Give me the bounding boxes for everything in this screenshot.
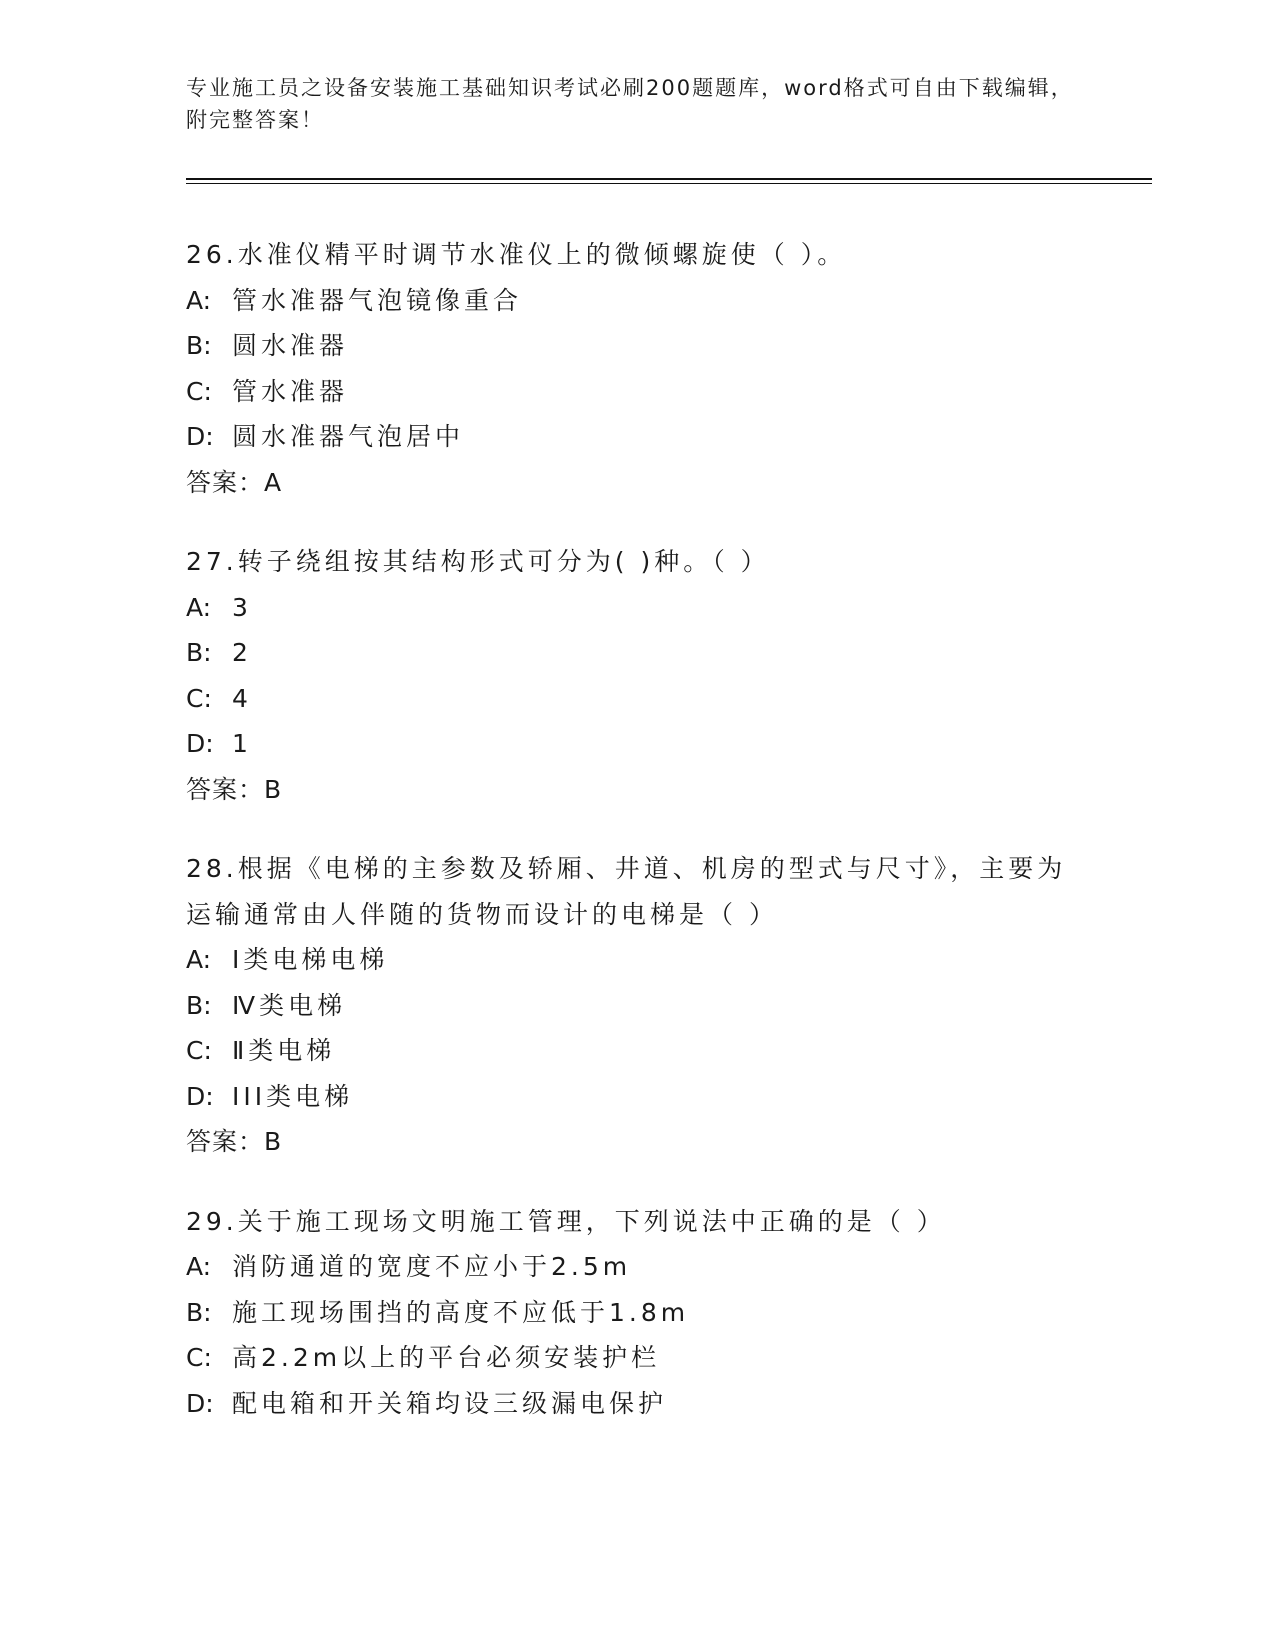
header-divider — [186, 178, 1152, 180]
option-c — [186, 676, 1086, 722]
option-letter: D: — [186, 1081, 214, 1111]
question-text: 27.转子绕组按其结构形式可分为( )种。（ ） — [186, 547, 770, 576]
option-letter: D: — [186, 1388, 214, 1418]
option-c — [186, 369, 1086, 415]
question-27 — [186, 539, 1086, 812]
question-text: 29.关于施工现场文明施工管理，下列说法中正确的是（ ） — [186, 1206, 946, 1236]
option-text: 圆水准器气泡居中 — [232, 422, 465, 451]
option-text: 配电箱和开关箱均设三级漏电保护 — [232, 1388, 668, 1418]
option-letter: C: — [186, 1036, 212, 1065]
header-divider-thin — [186, 183, 1152, 184]
option-text: 1 — [232, 729, 252, 758]
option-b — [186, 630, 1086, 676]
option-text: 管水准器气泡镜像重合 — [232, 285, 523, 315]
question-26 — [186, 232, 1086, 505]
option-c — [186, 1335, 1086, 1381]
question-text: 26.水准仪精平时调节水准仪上的微倾螺旋使（ ）。 — [186, 240, 847, 269]
option-a — [186, 1244, 1086, 1290]
option-letter: A: — [186, 592, 212, 622]
option-text: 4 — [232, 683, 252, 713]
option-a — [186, 585, 1086, 631]
document-header: 专业施工员之设备安装施工基础知识考试必刷200题题库，word格式可自由下载编辑，附完整答案！ — [186, 76, 1074, 132]
option-a — [186, 278, 1086, 324]
option-a — [186, 937, 1086, 983]
option-text: 圆水准器 — [232, 331, 349, 360]
answer-line: 答案：B — [186, 1127, 283, 1156]
option-text: 消防通道的宽度不应小于2.5m — [232, 1252, 632, 1281]
option-d — [186, 1074, 1086, 1120]
answer-line: 答案：B — [186, 774, 283, 804]
option-b — [186, 983, 1086, 1029]
option-text: Ⅰ类电梯电梯 — [232, 945, 389, 974]
question-text: 28.根据《电梯的主参数及轿厢、井道、机房的型式与尺寸》，主要为运输通常由人伴随的货物而设计的电梯是（ ） — [186, 854, 1067, 929]
question-28 — [186, 846, 1086, 1165]
option-text: Ⅳ类电梯 — [232, 990, 347, 1020]
option-letter: B: — [186, 1297, 212, 1327]
answer-line: 答案：A — [186, 467, 283, 497]
option-letter: A: — [186, 285, 212, 315]
option-letter: C: — [186, 376, 212, 406]
option-letter: C: — [186, 683, 212, 713]
option-b — [186, 323, 1086, 369]
option-text: III类电梯 — [232, 1081, 354, 1111]
option-text: 3 — [232, 592, 252, 622]
option-c — [186, 1028, 1086, 1074]
option-letter: A: — [186, 1252, 212, 1281]
option-letter: C: — [186, 1343, 212, 1372]
option-text: 2 — [232, 638, 252, 667]
option-text: 高2.2m以上的平台必须安装护栏 — [232, 1343, 661, 1372]
option-letter: B: — [186, 638, 212, 667]
option-letter: D: — [186, 422, 214, 451]
option-letter: A: — [186, 945, 212, 974]
question-list — [186, 232, 1086, 1460]
option-letter: B: — [186, 990, 212, 1020]
option-text: 施工现场围挡的高度不应低于1.8m — [232, 1297, 690, 1327]
option-d — [186, 1381, 1086, 1427]
option-b — [186, 1290, 1086, 1336]
option-text: 管水准器 — [232, 376, 349, 406]
question-29 — [186, 1199, 1086, 1427]
option-letter: B: — [186, 331, 212, 360]
option-d — [186, 721, 1086, 767]
option-text: Ⅱ类电梯 — [232, 1036, 336, 1065]
option-d — [186, 414, 1086, 460]
option-letter: D: — [186, 729, 214, 758]
